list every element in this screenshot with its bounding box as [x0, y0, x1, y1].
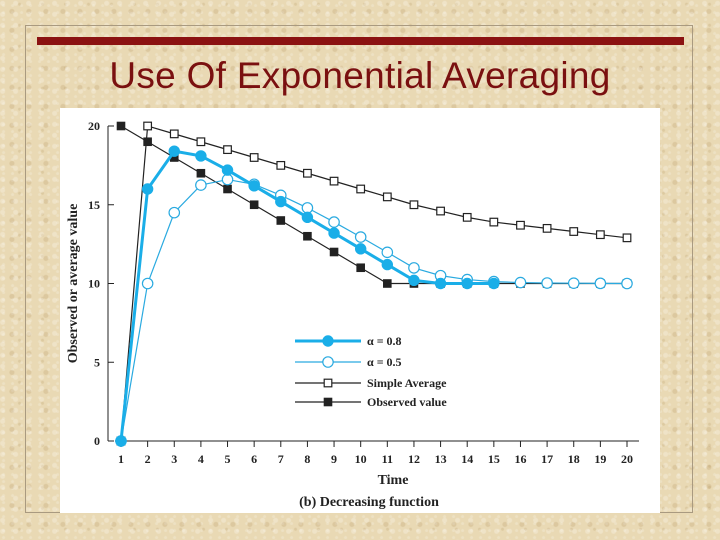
data-point: [330, 177, 338, 185]
x-tick-label: 4: [197, 452, 204, 466]
x-tick-label: 17: [541, 452, 554, 466]
legend-item: [295, 355, 402, 369]
data-point: [569, 278, 579, 288]
data-point: [169, 207, 179, 217]
x-tick-label: 19: [594, 452, 607, 466]
data-point: [517, 221, 525, 229]
data-point: [490, 218, 498, 226]
x-tick-label: 9: [331, 452, 338, 466]
legend-marker: [324, 398, 332, 406]
data-point: [542, 278, 552, 288]
x-tick-label: 1: [118, 452, 124, 466]
data-point: [463, 214, 471, 222]
data-point: [384, 280, 392, 288]
data-point: [277, 217, 285, 225]
y-tick-label: 15: [88, 197, 100, 212]
axes: [88, 119, 639, 466]
data-point: [142, 184, 152, 194]
data-point: [330, 248, 338, 256]
title-rule: [37, 37, 684, 45]
x-tick-label: 6: [251, 452, 258, 466]
data-point: [382, 247, 392, 257]
legend-label: Simple Average: [367, 376, 447, 390]
x-tick-label: 10: [354, 452, 367, 466]
data-point: [409, 263, 419, 273]
x-tick-label: 12: [407, 452, 420, 466]
data-point: [409, 275, 419, 285]
data-point: [249, 181, 259, 191]
data-point: [197, 138, 205, 146]
x-axis-label: Time: [377, 473, 409, 488]
data-point: [462, 278, 472, 288]
data-point: [437, 207, 445, 215]
legend-marker: [323, 336, 333, 346]
y-tick-label: 0: [94, 434, 100, 448]
data-point: [355, 244, 365, 254]
series-observed-value: [117, 122, 631, 287]
data-point: [623, 234, 631, 242]
data-point: [304, 232, 312, 240]
y-tick-label: 5: [94, 355, 100, 370]
x-tick-label: 2: [144, 452, 151, 466]
x-tick-label: 13: [434, 452, 447, 466]
y-axis-label: Observed or average value: [66, 203, 81, 364]
data-point: [302, 203, 312, 213]
data-point: [250, 201, 258, 209]
data-point: [515, 277, 525, 287]
data-point: [357, 264, 365, 272]
data-point: [116, 436, 126, 446]
data-point: [277, 162, 285, 170]
data-point: [384, 193, 392, 201]
data-point: [329, 217, 339, 227]
data-point: [435, 278, 445, 288]
data-point: [302, 212, 312, 222]
data-point: [142, 278, 152, 288]
chart-panel: [60, 108, 660, 513]
data-point: [222, 165, 232, 175]
chart-caption: (b) Decreasing function: [299, 495, 439, 510]
data-point: [489, 278, 499, 288]
data-point: [170, 130, 178, 138]
data-point: [622, 278, 632, 288]
x-tick-label: 5: [224, 452, 231, 466]
x-tick-label: 15: [487, 452, 500, 466]
data-point: [169, 146, 179, 156]
legend-marker: [323, 357, 333, 367]
data-point: [222, 174, 232, 184]
legend: [295, 334, 447, 409]
x-tick-label: 18: [567, 452, 580, 466]
x-tick-label: 3: [171, 452, 178, 466]
data-point: [570, 228, 578, 236]
legend-item: [295, 376, 447, 390]
data-point: [250, 154, 258, 162]
x-tick-label: 20: [621, 452, 633, 466]
data-point: [304, 169, 312, 177]
slide-title: Use Of Exponential Averaging: [109, 55, 611, 96]
data-point: [117, 122, 125, 130]
data-point: [276, 196, 286, 206]
data-point: [224, 146, 232, 154]
x-tick-label: 7: [277, 452, 284, 466]
legend-label: α = 0.8: [367, 334, 402, 348]
data-point: [543, 225, 551, 233]
legend-label: α = 0.5: [367, 355, 402, 369]
data-point: [196, 180, 206, 190]
series-line: [121, 126, 627, 284]
x-tick-label: 16: [514, 452, 527, 466]
data-point: [382, 259, 392, 269]
data-point: [329, 228, 339, 238]
data-point: [410, 201, 418, 209]
x-tick-label: 11: [381, 452, 393, 466]
data-point: [196, 151, 206, 161]
data-point: [595, 278, 605, 288]
data-point: [355, 232, 365, 242]
legend-item: [295, 395, 447, 409]
data-point: [144, 122, 152, 130]
legend-item: [295, 334, 402, 348]
data-point: [357, 185, 365, 193]
y-tick-label: 20: [88, 119, 100, 133]
data-point: [197, 169, 205, 177]
data-point: [597, 231, 605, 239]
y-tick-label: 10: [88, 276, 100, 291]
legend-marker: [324, 379, 332, 387]
data-point: [144, 138, 152, 146]
legend-label: Observed value: [367, 395, 447, 409]
x-tick-label: 14: [461, 452, 474, 466]
data-point: [224, 185, 232, 193]
line-chart: [60, 108, 660, 513]
x-tick-label: 8: [304, 452, 311, 466]
